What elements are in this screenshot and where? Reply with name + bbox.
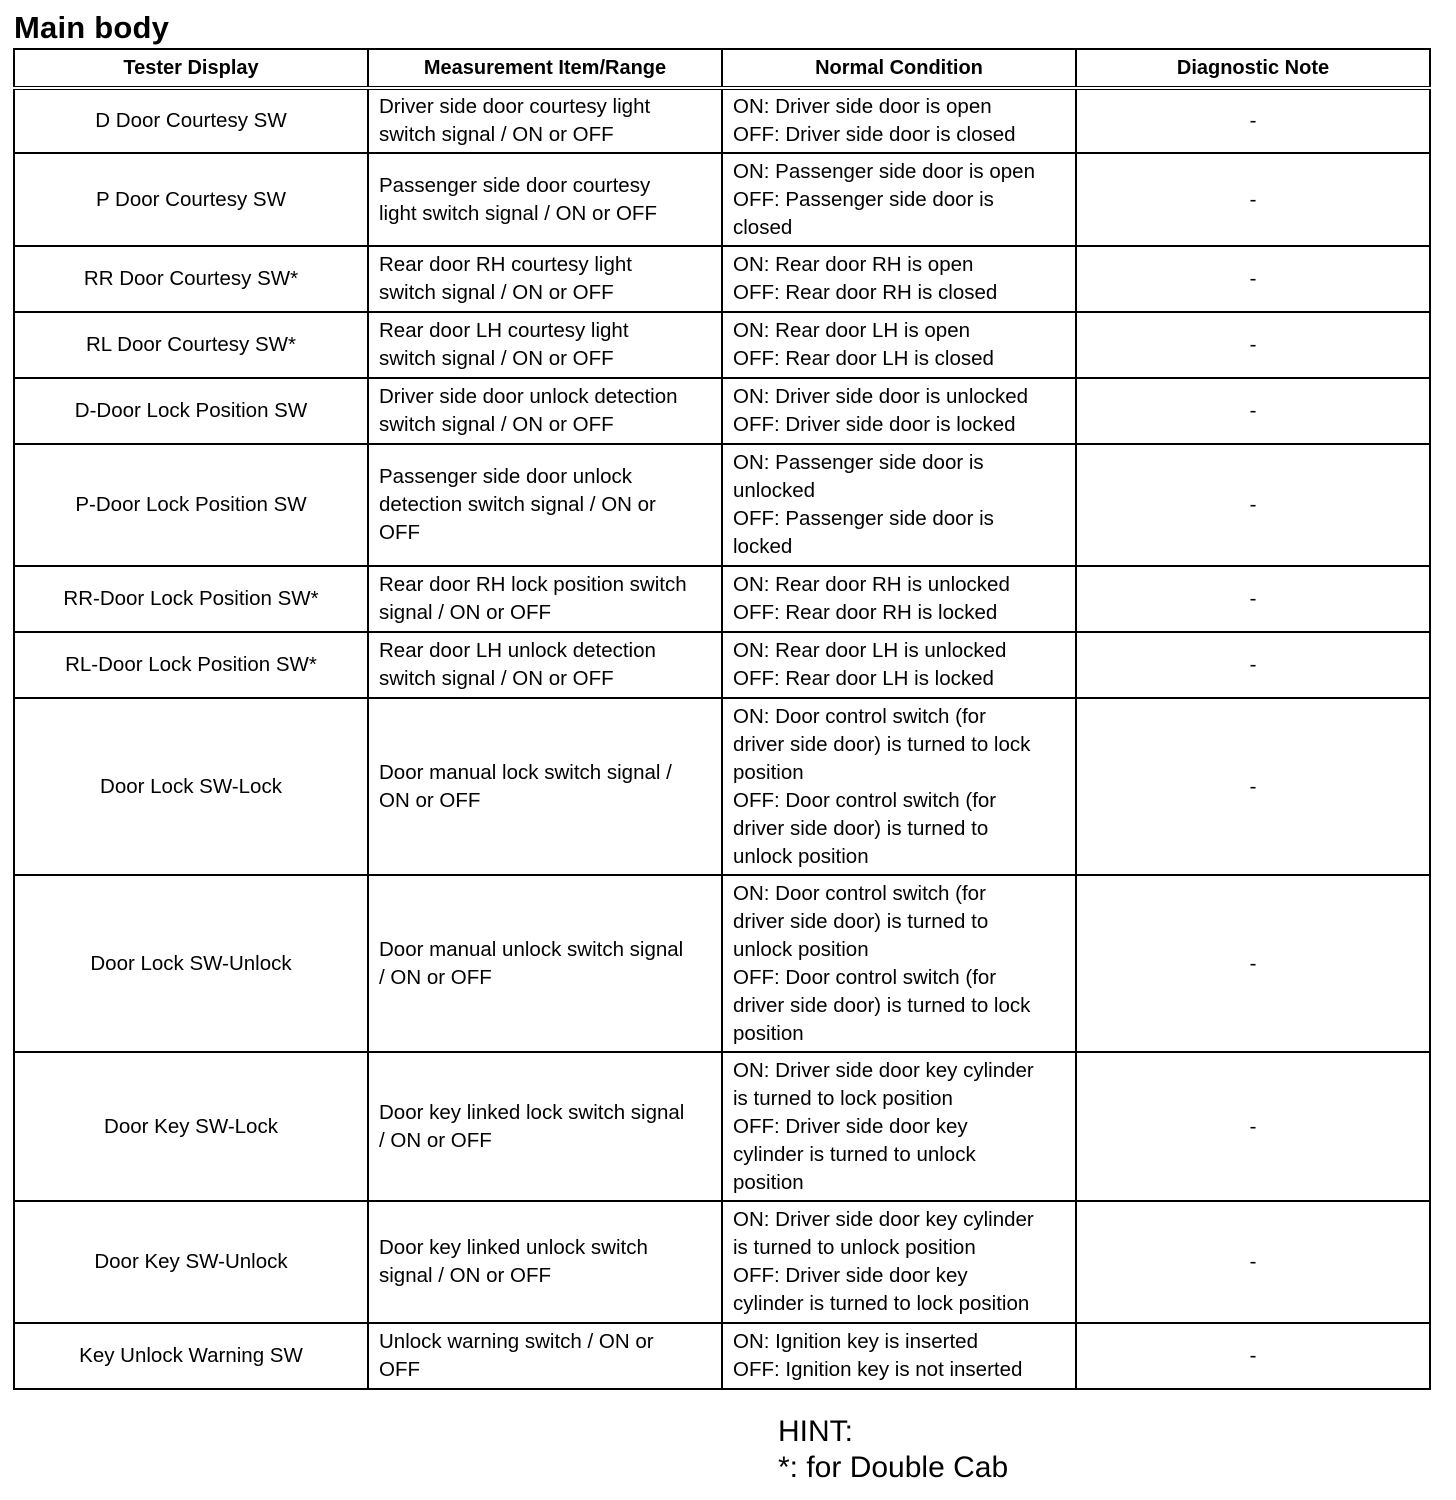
header-measurement-item: Measurement Item/Range (368, 49, 722, 88)
measurement-item-cell (368, 632, 722, 698)
page-title: Main body (14, 10, 170, 45)
table-row (14, 246, 1430, 312)
normal-condition-line: ON: Passenger side door is (733, 451, 984, 474)
diagnostic-note-cell: - (1076, 378, 1430, 444)
normal-condition-line: ON: Ignition key is inserted (733, 1330, 978, 1353)
tester-display-cell: D-Door Lock Position SW (14, 378, 368, 444)
table-row (14, 153, 1430, 246)
normal-condition-cell (722, 1052, 1076, 1201)
normal-condition-line: ON: Driver side door is open (733, 95, 992, 118)
measurement-line: ON or OFF (379, 788, 481, 812)
diagnostic-note-cell: - (1076, 1323, 1430, 1389)
normal-condition-line: ON: Rear door LH is unlocked (733, 639, 1007, 662)
measurement-line: switch signal / ON or OFF (379, 413, 614, 436)
measurement-line: Door manual unlock switch signal (379, 937, 684, 961)
main-body-table (13, 48, 1431, 1390)
normal-condition-line: OFF: Door control switch (for (733, 965, 997, 989)
measurement-line: Door key linked unlock switch (379, 1236, 648, 1259)
measurement-line: switch signal / ON or OFF (379, 667, 614, 690)
normal-condition-line: position (733, 1170, 804, 1194)
measurement-item-cell (368, 246, 722, 312)
header-tester-display: Tester Display (14, 49, 368, 88)
measurement-line: / ON or OFF (379, 1128, 492, 1152)
normal-condition-cell (722, 1323, 1076, 1389)
tester-display-cell: Door Key SW-Lock (14, 1052, 368, 1201)
measurement-line: Door key linked lock switch signal (379, 1100, 685, 1124)
measurement-line: switch signal / ON or OFF (379, 123, 614, 146)
tester-display-cell: RL-Door Lock Position SW* (14, 632, 368, 698)
table-row (14, 88, 1430, 153)
normal-condition-line: OFF: Rear door LH is closed (733, 347, 994, 370)
measurement-line: Driver side door unlock detection (379, 385, 678, 408)
measurement-line: OFF (379, 1358, 420, 1381)
normal-condition-line: ON: Driver side door key cylinder (733, 1208, 1034, 1231)
measurement-line: Driver side door courtesy light (379, 95, 651, 118)
normal-condition-line: driver side door) is turned to lock (733, 732, 1031, 756)
normal-condition-line: closed (733, 215, 793, 239)
tester-display-cell: P-Door Lock Position SW (14, 444, 368, 566)
normal-condition-line: OFF: Passenger side door is (733, 507, 994, 530)
measurement-line: Passenger side door unlock (379, 465, 632, 488)
diagnostic-note-cell: - (1076, 632, 1430, 698)
diagnostic-note-cell: - (1076, 1201, 1430, 1323)
normal-condition-line: cylinder is turned to lock position (733, 1292, 1030, 1315)
measurement-item-cell (368, 444, 722, 566)
normal-condition-cell (722, 444, 1076, 566)
normal-condition-cell (722, 698, 1076, 875)
normal-condition-cell (722, 153, 1076, 246)
tester-display-cell: P Door Courtesy SW (14, 153, 368, 246)
diagnostic-note-cell: - (1076, 153, 1430, 246)
measurement-item-cell (368, 1323, 722, 1389)
measurement-line: switch signal / ON or OFF (379, 281, 614, 304)
tester-display-cell: Door Lock SW-Unlock (14, 875, 368, 1052)
measurement-line: light switch signal / ON or OFF (379, 201, 657, 225)
normal-condition-line: locked (733, 535, 793, 558)
measurement-item-cell (368, 566, 722, 632)
normal-condition-line: unlocked (733, 479, 816, 502)
table-row (14, 698, 1430, 875)
measurement-line: Door manual lock switch signal / (379, 760, 672, 784)
measurement-line: switch signal / ON or OFF (379, 347, 614, 370)
measurement-item-cell (368, 1201, 722, 1323)
normal-condition-line: OFF: Ignition key is not inserted (733, 1358, 1023, 1381)
normal-condition-line: OFF: Driver side door is closed (733, 123, 1016, 146)
normal-condition-cell (722, 246, 1076, 312)
normal-condition-line: OFF: Driver side door key (733, 1264, 968, 1287)
header-normal-condition: Normal Condition (722, 49, 1076, 88)
normal-condition-cell (722, 88, 1076, 153)
measurement-line: signal / ON or OFF (379, 1264, 552, 1287)
measurement-line: / ON or OFF (379, 965, 492, 989)
normal-condition-line: ON: Rear door RH is open (733, 253, 974, 276)
table-row (14, 632, 1430, 698)
hint-label: HINT: (778, 1415, 853, 1448)
normal-condition-line: ON: Rear door LH is open (733, 319, 971, 342)
normal-condition-line: driver side door) is turned to (733, 816, 989, 840)
normal-condition-cell (722, 632, 1076, 698)
hint-note (778, 1414, 1008, 1486)
normal-condition-line: position (733, 760, 804, 784)
normal-condition-line: ON: Driver side door is unlocked (733, 385, 1029, 408)
measurement-line: Passenger side door courtesy (379, 173, 651, 197)
tester-display-cell: Door Key SW-Unlock (14, 1201, 368, 1323)
diagnostic-note-cell: - (1076, 88, 1430, 153)
table-row (14, 312, 1430, 378)
tester-display-cell: Key Unlock Warning SW (14, 1323, 368, 1389)
measurement-line: OFF (379, 521, 420, 544)
measurement-item-cell (368, 378, 722, 444)
header-diagnostic-note: Diagnostic Note (1076, 49, 1430, 88)
measurement-line: signal / ON or OFF (379, 601, 552, 624)
measurement-line: detection switch signal / ON or (379, 493, 656, 516)
tester-display-cell: Door Lock SW-Lock (14, 698, 368, 875)
measurement-line: Rear door LH unlock detection (379, 639, 656, 662)
normal-condition-cell (722, 378, 1076, 444)
table-row (14, 378, 1430, 444)
diagnostic-note-cell: - (1076, 444, 1430, 566)
table-row (14, 875, 1430, 1052)
measurement-line: Unlock warning switch / ON or (379, 1330, 654, 1353)
measurement-line: Rear door LH courtesy light (379, 319, 629, 342)
table-row (14, 1201, 1430, 1323)
measurement-item-cell (368, 88, 722, 153)
measurement-item-cell (368, 875, 722, 1052)
normal-condition-cell (722, 1201, 1076, 1323)
normal-condition-line: ON: Door control switch (for (733, 881, 986, 905)
table-row (14, 566, 1430, 632)
normal-condition-line: OFF: Rear door RH is closed (733, 281, 998, 304)
normal-condition-cell (722, 875, 1076, 1052)
diagnostic-note-cell: - (1076, 1052, 1430, 1201)
measurement-line: Rear door RH courtesy light (379, 253, 632, 276)
normal-condition-line: is turned to unlock position (733, 1236, 976, 1259)
tester-display-cell: RR Door Courtesy SW* (14, 246, 368, 312)
tester-display-cell: RR-Door Lock Position SW* (14, 566, 368, 632)
table-row (14, 1323, 1430, 1389)
normal-condition-line: OFF: Rear door LH is locked (733, 667, 994, 690)
normal-condition-line: ON: Door control switch (for (733, 704, 986, 728)
diagnostic-note-cell: - (1076, 312, 1430, 378)
normal-condition-line: unlock position (733, 937, 869, 961)
normal-condition-cell (722, 566, 1076, 632)
diagnostic-note-cell: - (1076, 566, 1430, 632)
normal-condition-line: OFF: Driver side door key (733, 1114, 968, 1138)
diagnostic-note-cell: - (1076, 698, 1430, 875)
diagnostic-note-cell: - (1076, 246, 1430, 312)
table-row (14, 1052, 1430, 1201)
table-row (14, 444, 1430, 566)
normal-condition-line: position (733, 1021, 804, 1045)
normal-condition-line: driver side door) is turned to lock (733, 993, 1031, 1017)
measurement-item-cell (368, 1052, 722, 1201)
hint-text: *: for Double Cab (778, 1451, 1009, 1484)
normal-condition-line: OFF: Door control switch (for (733, 788, 997, 812)
normal-condition-line: OFF: Rear door RH is locked (733, 601, 998, 624)
measurement-item-cell (368, 698, 722, 875)
measurement-item-cell (368, 312, 722, 378)
tester-display-cell: D Door Courtesy SW (14, 88, 368, 153)
normal-condition-line: ON: Driver side door key cylinder (733, 1058, 1034, 1082)
normal-condition-line: ON: Rear door RH is unlocked (733, 573, 1010, 596)
normal-condition-line: OFF: Passenger side door is (733, 187, 994, 211)
normal-condition-cell (722, 312, 1076, 378)
normal-condition-line: unlock position (733, 844, 869, 868)
measurement-line: Rear door RH lock position switch (379, 573, 687, 596)
header-row (14, 49, 1430, 88)
normal-condition-line: ON: Passenger side door is open (733, 159, 1035, 183)
measurement-item-cell (368, 153, 722, 246)
normal-condition-line: OFF: Driver side door is locked (733, 413, 1016, 436)
normal-condition-line: is turned to lock position (733, 1086, 953, 1110)
normal-condition-line: cylinder is turned to unlock (733, 1142, 976, 1166)
tester-display-cell: RL Door Courtesy SW* (14, 312, 368, 378)
diagnostic-note-cell: - (1076, 875, 1430, 1052)
normal-condition-line: driver side door) is turned to (733, 909, 989, 933)
